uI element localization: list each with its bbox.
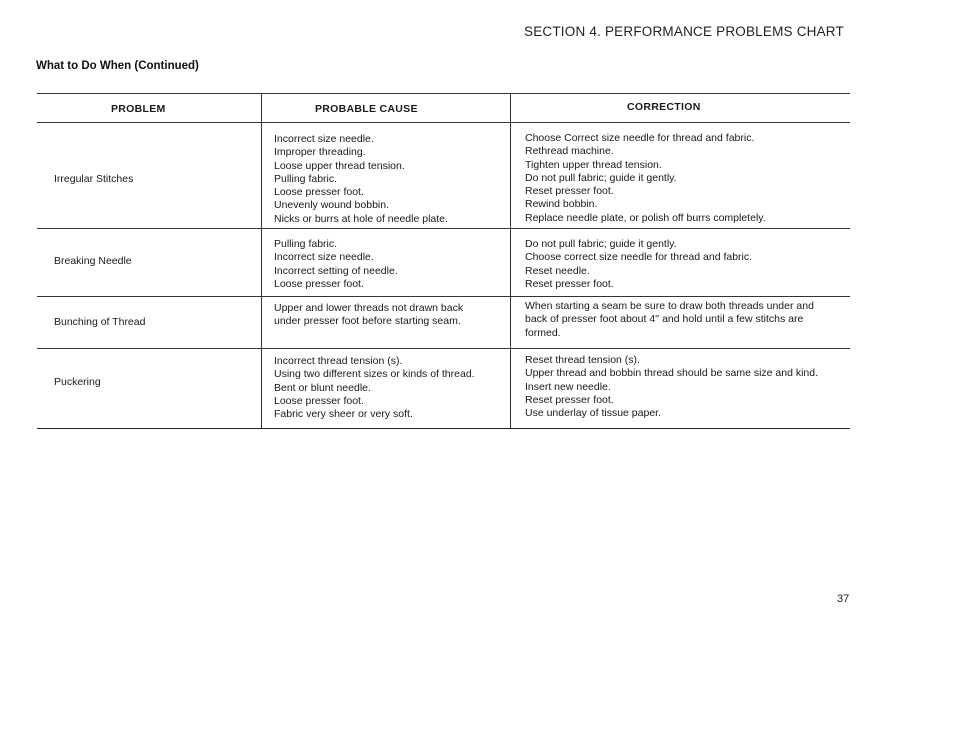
column-divider — [510, 349, 511, 428]
correction-line: Reset presser foot. — [525, 277, 614, 290]
page-number: 37 — [837, 593, 850, 605]
section-title: SECTION 4. PERFORMANCE PROBLEMS CHART — [524, 24, 844, 39]
header-correction: CORRECTION — [627, 101, 701, 113]
cause-line: Loose presser foot. — [274, 186, 364, 199]
cause-line: Loose upper thread tension. — [274, 159, 405, 172]
cause-line: Incorrect thread tension (s). — [274, 355, 403, 367]
column-divider — [261, 229, 262, 296]
correction-line: Reset presser foot. — [525, 393, 614, 406]
table-row — [37, 349, 850, 428]
cause-cell — [274, 355, 510, 421]
cause-line: under presser foot before starting seam. — [274, 315, 461, 328]
column-divider — [510, 94, 511, 122]
correction-line: Replace needle plate, or polish off burrs completely. — [525, 211, 766, 224]
cause-line: Using two different sizes or kinds of thread. — [274, 368, 475, 381]
column-divider — [261, 94, 262, 122]
column-divider — [261, 349, 262, 428]
correction-line: Rewind bobbin. — [525, 198, 598, 211]
cause-line: Incorrect setting of needle. — [274, 264, 398, 277]
cause-line: Unevenly wound bobbin. — [274, 199, 389, 212]
correction-line: Choose correct size needle for thread and fabric. — [525, 251, 753, 264]
cause-line: Nicks or burrs at hole of needle plate. — [274, 212, 448, 225]
correction-line: Upper thread and bobbin thread should be same size and kind. — [525, 367, 819, 380]
column-divider — [510, 229, 511, 296]
correction-cell — [525, 300, 845, 340]
correction-cell — [525, 238, 845, 291]
cause-line: Pulling fabric. — [274, 172, 338, 185]
correction-cell — [525, 354, 845, 420]
cause-line: Loose presser foot. — [274, 277, 364, 290]
correction-line: back of presser foot about 4'' and hold until a few stitchs are — [525, 313, 804, 326]
header-problem: PROBLEM — [111, 103, 166, 115]
correction-line: Insert new needle. — [525, 380, 611, 393]
header-probable-cause: PROBABLE CAUSE — [315, 103, 418, 115]
cause-line: Pulling fabric. — [274, 238, 338, 250]
cause-line: Loose presser foot. — [274, 394, 364, 407]
cause-line: Incorrect size needle. — [274, 251, 374, 264]
table-header-row — [37, 94, 850, 122]
cause-line: Bent or blunt needle. — [274, 381, 371, 394]
correction-line: Tighten upper thread tension. — [525, 158, 662, 171]
correction-line: Choose Correct size needle for thread and fabric. — [525, 132, 755, 144]
cause-cell — [274, 238, 510, 291]
cause-cell — [274, 133, 510, 226]
problem-cell: Puckering — [54, 376, 101, 388]
correction-line: Use underlay of tissue paper. — [525, 407, 661, 420]
problem-cell: Breaking Needle — [54, 255, 132, 267]
correction-line: formed. — [525, 326, 561, 339]
cause-line: Fabric very sheer or very soft. — [274, 408, 413, 421]
problem-cell: Bunching of Thread — [54, 316, 146, 328]
table-row — [37, 123, 850, 228]
correction-line: Reset presser foot. — [525, 185, 614, 198]
cause-line: Upper and lower threads not drawn back — [274, 302, 464, 314]
correction-line: Reset needle. — [525, 264, 590, 277]
column-divider — [261, 297, 262, 348]
correction-line: When starting a seam be sure to draw both threads under and — [525, 300, 814, 312]
cause-cell — [274, 302, 510, 329]
column-divider — [510, 297, 511, 348]
column-divider — [510, 123, 511, 228]
correction-line: Do not pull fabric; guide it gently. — [525, 238, 677, 250]
table-row — [37, 297, 850, 348]
column-divider — [261, 123, 262, 228]
correction-line: Do not pull fabric; guide it gently. — [525, 171, 677, 184]
problems-table — [37, 93, 850, 429]
table-row — [37, 229, 850, 296]
correction-cell — [525, 132, 845, 225]
problem-cell: Irregular Stitches — [54, 173, 134, 185]
correction-line: Rethread machine. — [525, 145, 614, 158]
table-bottom-rule — [37, 428, 850, 429]
page-subtitle: What to Do When (Continued) — [36, 60, 199, 72]
correction-line: Reset thread tension (s). — [525, 354, 640, 366]
cause-line: Incorrect size needle. — [274, 133, 374, 145]
cause-line: Improper threading. — [274, 146, 366, 159]
